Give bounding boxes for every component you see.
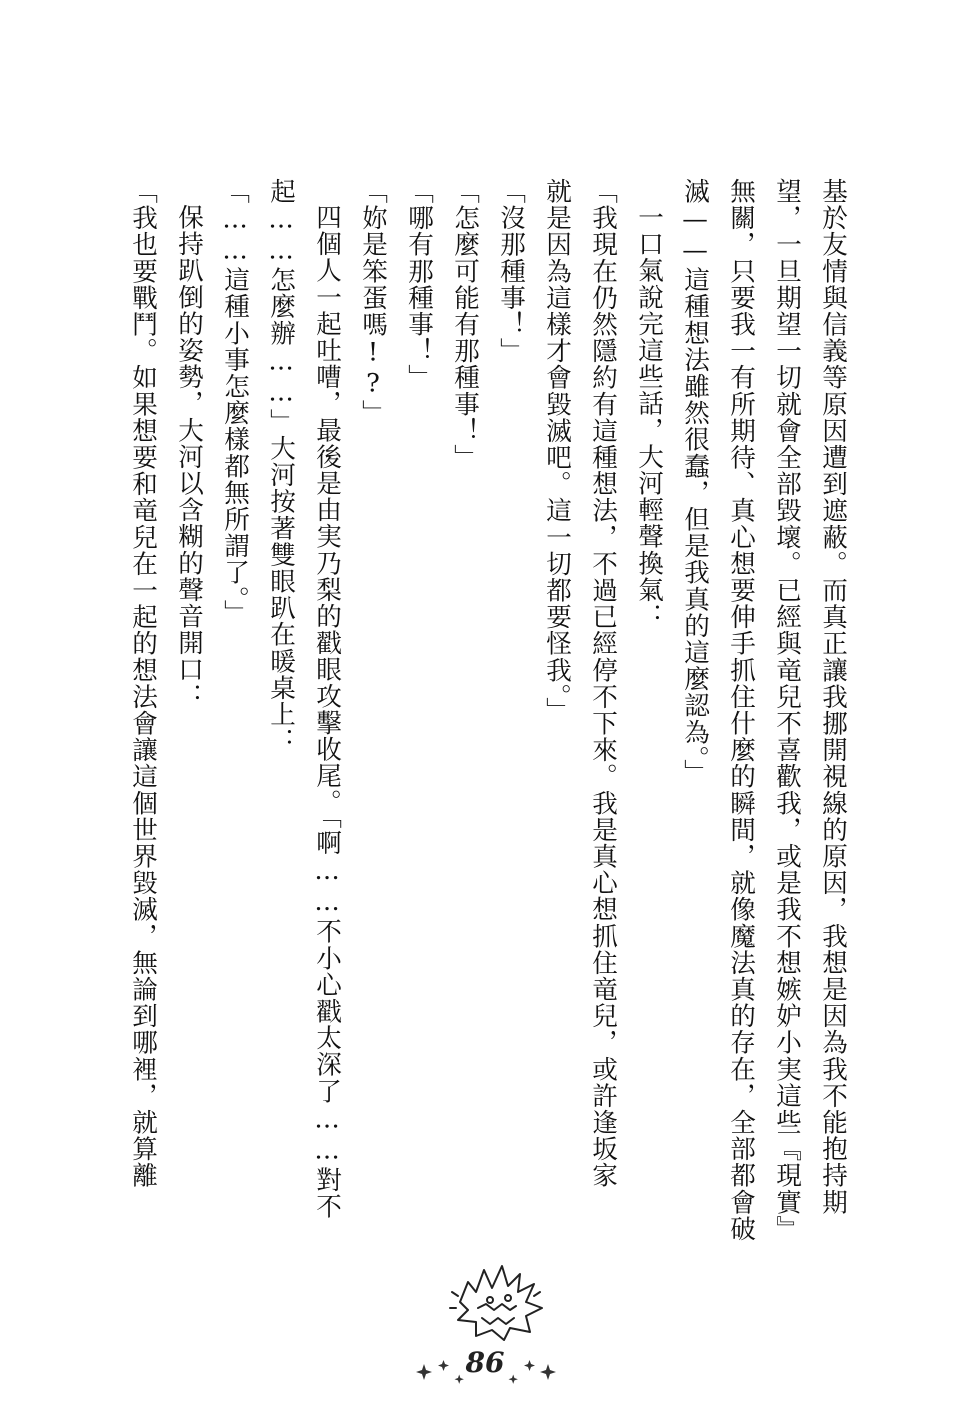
text-column: 「哪有那種事！」 [404, 178, 434, 391]
page-footer [400, 1342, 570, 1392]
text-column: 四個人一起吐嘈，最後是由実乃梨的戳眼攻擊收尾。「啊……不小心戳太深了……對不 [312, 204, 342, 1220]
text-column: 望，一旦期望一切就會全部毀壞。已經與竜兒不喜歡我，或是我不想嫉妒小実這些『現實』 [772, 178, 802, 1242]
text-column: 就是因為這樣才會毀滅吧。這一切都要怪我。」 [542, 178, 572, 724]
text-column: 「怎麼可能有那種事！」 [450, 178, 480, 471]
text-column: 「妳是笨蛋嗎!?」 [358, 178, 388, 427]
text-column: 滅——這種想法雖然很蠢，但是我真的這麼認為。」 [680, 178, 710, 786]
text-column: 起……怎麼辦……」大河按著雙眼趴在暖桌上： [266, 178, 296, 755]
body-text [128, 178, 850, 1270]
text-column: 一口氣說完這些話，大河輕聲換氣： [634, 204, 664, 630]
text-column: 基於友情與信義等原因遭到遮蔽。而真正讓我挪開視線的原因，我想是因為我不能抱持期 [818, 178, 848, 1216]
text-column: 「沒那種事！」 [496, 178, 526, 365]
text-column: 「我也要戰鬥。如果想要和竜兒在一起的想法會讓這個世界毀滅，無論到哪裡，就算離 [128, 178, 158, 1189]
text-column: 無關，只要我一有所期待、真心想要伸手抓住什麼的瞬間，就像魔法真的存在，全部都會破 [726, 178, 756, 1242]
mascot-dragon-icon [446, 1262, 550, 1344]
text-column: 「我現在仍然隱約有這種想法，不過已經停不下來。我是真心想抓住竜兒，或許逢坂家 [588, 178, 618, 1189]
text-column: 「……這種小事怎麼樣都無所謂了。」 [220, 178, 250, 627]
text-column: 保持趴倒的姿勢，大河以含糊的聲音開口： [174, 204, 204, 710]
page-number: 86 [465, 1346, 505, 1379]
